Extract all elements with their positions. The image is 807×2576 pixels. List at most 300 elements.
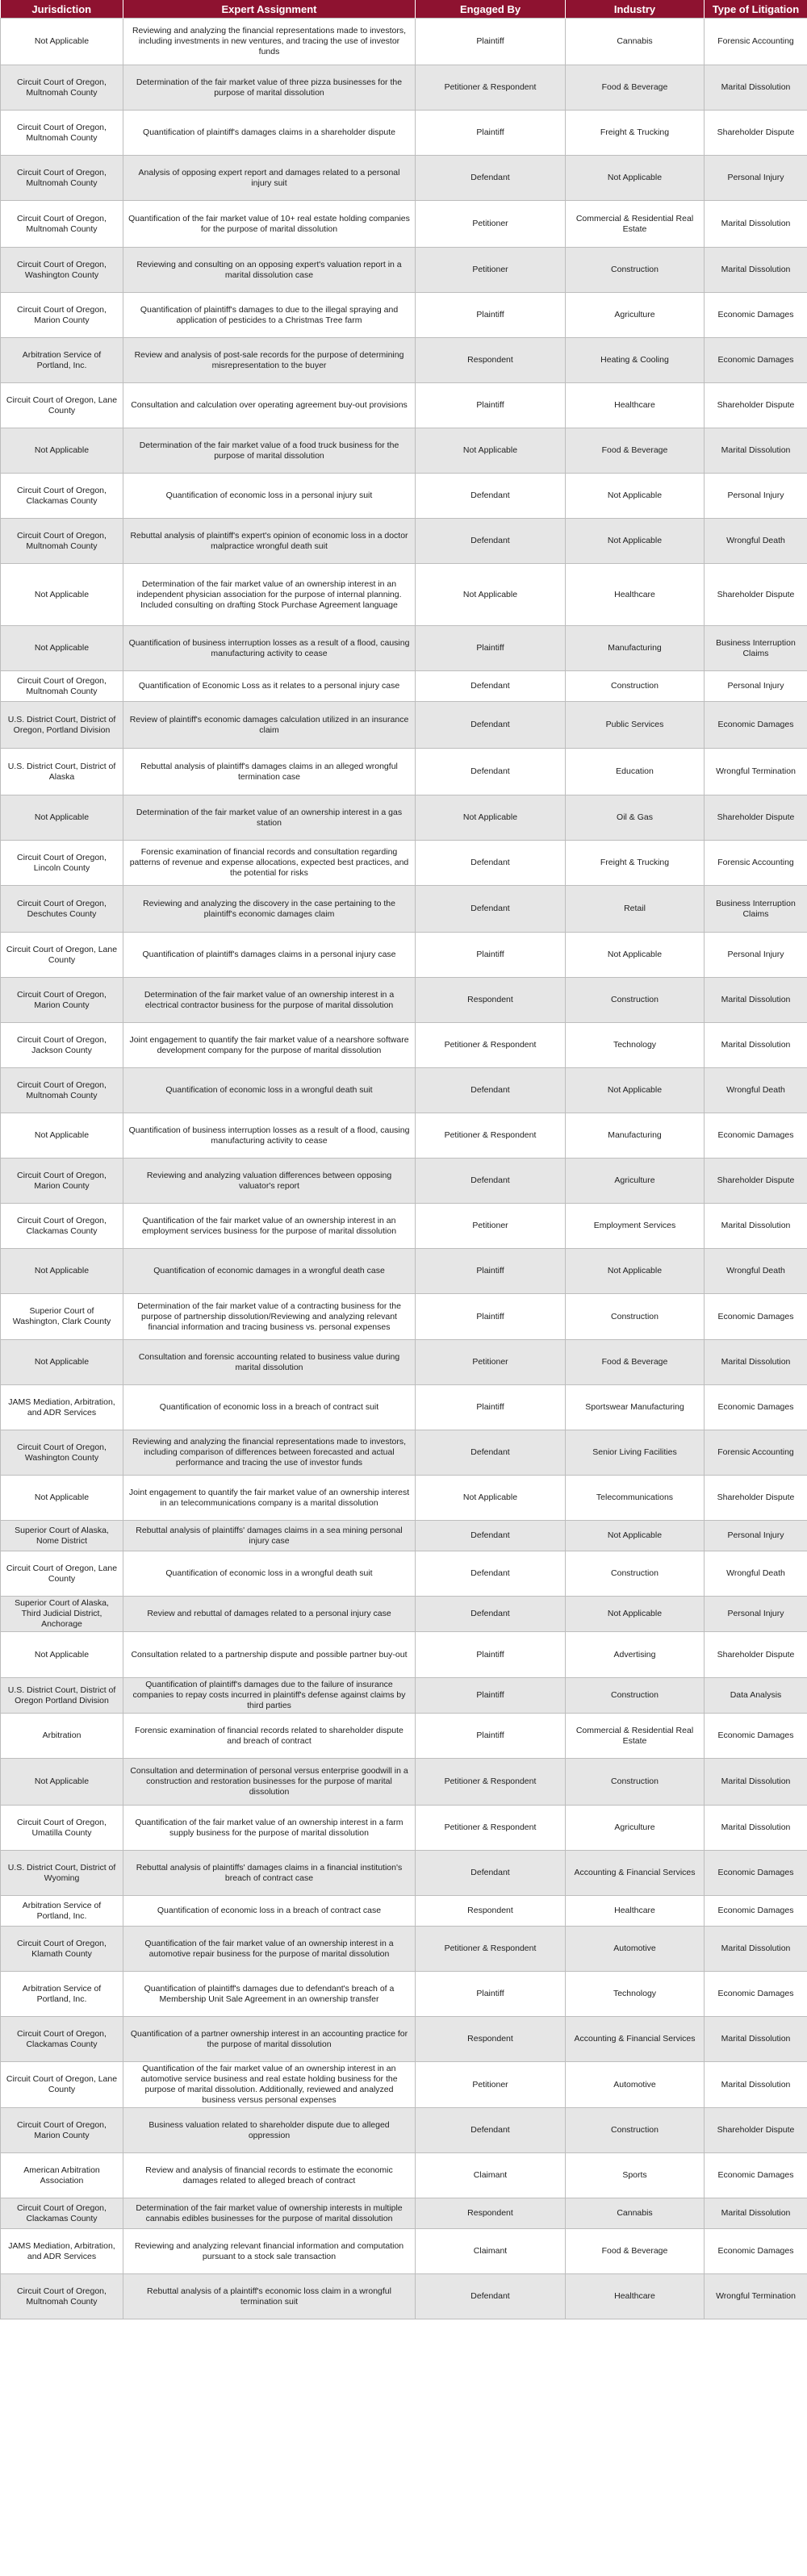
table-row [1,111,807,156]
cell-jurisdiction: Not Applicable [1,1249,123,1294]
cell-engaged-by: Defendant [416,841,566,886]
cell-engaged-by: Plaintiff [416,19,566,65]
cell-jurisdiction: Superior Court of Alaska, Nome District [1,1521,123,1551]
table-row [1,1159,807,1204]
cell-jurisdiction: Circuit Court of Oregon, Marion County [1,293,123,338]
cell-expert-assignment: Determination of the fair market value of a contracting business for the purpose of partnership dissolution/Reviewing and analyzing relevant financial information and tracing business vs. personal expenses [123,1294,416,1340]
cell-type-of-litigation: Data Analysis [705,1678,807,1714]
cell-jurisdiction: Circuit Court of Oregon, Clackamas County [1,2198,123,2229]
cell-engaged-by: Petitioner & Respondent [416,1023,566,1068]
cell-type-of-litigation: Personal Injury [705,933,807,978]
cell-type-of-litigation: Marital Dissolution [705,2017,807,2062]
cell-type-of-litigation: Shareholder Dispute [705,1476,807,1521]
cell-engaged-by: Not Applicable [416,1476,566,1521]
cell-engaged-by: Defendant [416,1597,566,1632]
cell-engaged-by: Respondent [416,2017,566,2062]
cell-type-of-litigation: Economic Damages [705,1294,807,1340]
cell-jurisdiction: Superior Court of Alaska, Third Judicial District, Anchorage [1,1597,123,1632]
cell-jurisdiction: Arbitration [1,1714,123,1759]
cell-expert-assignment: Review and analysis of financial records to estimate the economic damages related to alleged breach of contract [123,2153,416,2198]
cell-type-of-litigation: Marital Dissolution [705,428,807,474]
table-row [1,19,807,65]
cell-expert-assignment: Reviewing and analyzing valuation differences between opposing valuator's report [123,1159,416,1204]
table-row [1,1851,807,1896]
cell-industry: Construction [566,2108,705,2153]
cell-type-of-litigation: Shareholder Dispute [705,795,807,841]
cell-industry: Construction [566,1551,705,1597]
cell-jurisdiction: Not Applicable [1,1340,123,1385]
table-row [1,65,807,111]
cell-industry: Food & Beverage [566,1340,705,1385]
cell-jurisdiction: Not Applicable [1,626,123,671]
table-row [1,1113,807,1159]
cell-industry: Not Applicable [566,1521,705,1551]
cell-jurisdiction: Not Applicable [1,428,123,474]
cell-expert-assignment: Quantification of business interruption losses as a result of a flood, causing manufacturing activity to cease [123,1113,416,1159]
table-row [1,978,807,1023]
cell-jurisdiction: JAMS Mediation, Arbitration, and ADR Services [1,1385,123,1430]
table-body [1,19,807,2319]
cell-engaged-by: Petitioner [416,1340,566,1385]
cell-expert-assignment: Forensic examination of financial records and consultation regarding patterns of revenue and expense allocations, expected best practices, and the potential for risks [123,841,416,886]
cell-jurisdiction: JAMS Mediation, Arbitration, and ADR Services [1,2229,123,2274]
cell-type-of-litigation: Business Interruption Claims [705,886,807,933]
cell-engaged-by: Defendant [416,2274,566,2319]
table-row [1,1678,807,1714]
table-row [1,933,807,978]
cell-expert-assignment: Consultation and determination of personal versus enterprise goodwill in a construction and restoration businesses for the purpose of marital dissolution [123,1759,416,1806]
table-row [1,1204,807,1249]
cell-engaged-by: Defendant [416,1521,566,1551]
cell-engaged-by: Not Applicable [416,428,566,474]
cell-jurisdiction: Circuit Court of Oregon, Multnomah County [1,156,123,201]
table-row [1,201,807,248]
table-row [1,2153,807,2198]
cell-industry: Not Applicable [566,519,705,564]
cell-type-of-litigation: Economic Damages [705,1972,807,2017]
cell-industry: Automotive [566,2062,705,2108]
cell-jurisdiction: Circuit Court of Oregon, Lincoln County [1,841,123,886]
cell-industry: Freight & Trucking [566,841,705,886]
cell-expert-assignment: Forensic examination of financial records related to shareholder dispute and breach of contract [123,1714,416,1759]
cell-industry: Agriculture [566,1806,705,1851]
cell-type-of-litigation: Marital Dissolution [705,1023,807,1068]
cell-expert-assignment: Reviewing and consulting on an opposing expert's valuation report in a marital dissolution case [123,248,416,293]
cell-industry: Not Applicable [566,1249,705,1294]
cell-type-of-litigation: Personal Injury [705,1597,807,1632]
header-engaged-by: Engaged By [416,0,566,19]
cell-type-of-litigation: Personal Injury [705,671,807,702]
cell-expert-assignment: Reviewing and analyzing the financial representations made to investors, including comparison of differences between forecasted and actual performance and tracing the use of investor funds [123,1430,416,1476]
cell-engaged-by: Defendant [416,749,566,795]
cell-engaged-by: Defendant [416,1551,566,1597]
cell-jurisdiction: Circuit Court of Oregon, Jackson County [1,1023,123,1068]
cell-industry: Advertising [566,1632,705,1678]
cell-industry: Construction [566,1294,705,1340]
cell-engaged-by: Plaintiff [416,1294,566,1340]
cell-industry: Not Applicable [566,933,705,978]
cell-type-of-litigation: Marital Dissolution [705,978,807,1023]
cell-type-of-litigation: Business Interruption Claims [705,626,807,671]
cell-engaged-by: Defendant [416,519,566,564]
cell-engaged-by: Plaintiff [416,1678,566,1714]
table-row [1,1927,807,1972]
cell-jurisdiction: Circuit Court of Oregon, Multnomah County [1,201,123,248]
cell-jurisdiction: Circuit Court of Oregon, Umatilla County [1,1806,123,1851]
cell-expert-assignment: Determination of the fair market value of an ownership interest in an independent physician association for the purpose of internal planning. Included consulting on drafting Stock Purchase Agreement language [123,564,416,626]
cell-type-of-litigation: Wrongful Death [705,519,807,564]
cell-engaged-by: Petitioner & Respondent [416,1113,566,1159]
cell-expert-assignment: Quantification of the fair market value of an ownership interest in an employment services business for the purpose of marital dissolution [123,1204,416,1249]
cell-industry: Technology [566,1023,705,1068]
cell-jurisdiction: Not Applicable [1,19,123,65]
cell-type-of-litigation: Economic Damages [705,1714,807,1759]
cell-industry: Not Applicable [566,1597,705,1632]
cell-engaged-by: Petitioner [416,1204,566,1249]
cell-type-of-litigation: Wrongful Death [705,1249,807,1294]
cell-jurisdiction: Not Applicable [1,564,123,626]
cell-type-of-litigation: Marital Dissolution [705,1340,807,1385]
cell-engaged-by: Claimant [416,2229,566,2274]
cell-jurisdiction: Arbitration Service of Portland, Inc. [1,1972,123,2017]
cell-engaged-by: Plaintiff [416,383,566,428]
cell-expert-assignment: Reviewing and analyzing the discovery in the case pertaining to the plaintiff's economic damages claim [123,886,416,933]
cell-expert-assignment: Rebuttal analysis of plaintiff's damages claims in an alleged wrongful termination case [123,749,416,795]
cell-expert-assignment: Determination of the fair market value of a food truck business for the purpose of marital dissolution [123,428,416,474]
cell-engaged-by: Petitioner & Respondent [416,65,566,111]
cell-jurisdiction: Circuit Court of Oregon, Clackamas County [1,474,123,519]
cell-industry: Public Services [566,702,705,749]
table-row [1,795,807,841]
cell-type-of-litigation: Economic Damages [705,1385,807,1430]
cell-jurisdiction: U.S. District Court, District of Alaska [1,749,123,795]
cell-type-of-litigation: Forensic Accounting [705,841,807,886]
header-jurisdiction: Jurisdiction [1,0,123,19]
cell-type-of-litigation: Economic Damages [705,1113,807,1159]
cell-industry: Not Applicable [566,1068,705,1113]
cell-jurisdiction: Circuit Court of Oregon, Clackamas County [1,1204,123,1249]
cell-jurisdiction: Not Applicable [1,1113,123,1159]
cell-industry: Commercial & Residential Real Estate [566,1714,705,1759]
cell-jurisdiction: Circuit Court of Oregon, Clackamas County [1,2017,123,2062]
cell-jurisdiction: Arbitration Service of Portland, Inc. [1,338,123,383]
cell-engaged-by: Plaintiff [416,1632,566,1678]
table-row [1,383,807,428]
cell-expert-assignment: Review and analysis of post-sale records for the purpose of determining misrepresentation to the buyer [123,338,416,383]
cell-industry: Construction [566,671,705,702]
table-row [1,1714,807,1759]
table-row [1,2108,807,2153]
table-row [1,1597,807,1632]
cell-engaged-by: Petitioner & Respondent [416,1806,566,1851]
cell-jurisdiction: U.S. District Court, District of Oregon, Portland Division [1,702,123,749]
table-row [1,1294,807,1340]
table-header [1,0,807,19]
cell-industry: Healthcare [566,564,705,626]
table-row [1,1806,807,1851]
cell-expert-assignment: Rebuttal analysis of a plaintiff's economic loss claim in a wrongful termination suit [123,2274,416,2319]
cell-industry: Commercial & Residential Real Estate [566,201,705,248]
cell-expert-assignment: Quantification of economic damages in a wrongful death case [123,1249,416,1294]
cell-expert-assignment: Quantification of plaintiff's damages to due to the illegal spraying and application of pesticides to a Christmas Tree farm [123,293,416,338]
cell-expert-assignment: Joint engagement to quantify the fair market value of a nearshore software development company for the purpose of marital dissolution [123,1023,416,1068]
cell-type-of-litigation: Personal Injury [705,156,807,201]
cell-expert-assignment: Business valuation related to shareholder dispute due to alleged oppression [123,2108,416,2153]
cell-industry: Sports [566,2153,705,2198]
cell-expert-assignment: Rebuttal analysis of plaintiffs' damages claims in a financial institution's breach of contract case [123,1851,416,1896]
cell-type-of-litigation: Shareholder Dispute [705,564,807,626]
cell-industry: Sportswear Manufacturing [566,1385,705,1430]
cell-expert-assignment: Quantification of plaintiff's damages claims in a shareholder dispute [123,111,416,156]
cell-jurisdiction: Circuit Court of Oregon, Marion County [1,2108,123,2153]
cell-type-of-litigation: Economic Damages [705,293,807,338]
cell-jurisdiction: Circuit Court of Oregon, Washington County [1,248,123,293]
cell-expert-assignment: Consultation and forensic accounting related to business value during marital dissolution [123,1340,416,1385]
cell-type-of-litigation: Economic Damages [705,1896,807,1927]
cell-type-of-litigation: Economic Damages [705,1851,807,1896]
header-industry: Industry [566,0,705,19]
cell-engaged-by: Defendant [416,474,566,519]
cell-expert-assignment: Quantification of economic loss in a wrongful death suit [123,1551,416,1597]
table-row [1,519,807,564]
cell-engaged-by: Plaintiff [416,1972,566,2017]
cell-engaged-by: Petitioner [416,248,566,293]
table-row [1,1551,807,1597]
cell-industry: Technology [566,1972,705,2017]
cell-jurisdiction: Not Applicable [1,1476,123,1521]
cell-engaged-by: Defendant [416,702,566,749]
cell-industry: Cannabis [566,19,705,65]
header-type-of-litigation: Type of Litigation [705,0,807,19]
table-row [1,702,807,749]
table-row [1,671,807,702]
cell-engaged-by: Petitioner & Respondent [416,1927,566,1972]
cell-expert-assignment: Joint engagement to quantify the fair market value of an ownership interest in an telecommunications company is a marital dissolution [123,1476,416,1521]
cell-industry: Food & Beverage [566,428,705,474]
cell-engaged-by: Plaintiff [416,933,566,978]
cell-expert-assignment: Quantification of economic loss in a breach of contract suit [123,1385,416,1430]
cell-engaged-by: Respondent [416,978,566,1023]
cell-engaged-by: Petitioner & Respondent [416,1759,566,1806]
cell-engaged-by: Respondent [416,1896,566,1927]
cell-expert-assignment: Quantification of economic loss in a breach of contract case [123,1896,416,1927]
cell-expert-assignment: Reviewing and analyzing relevant financial information and computation pursuant to a stock sale transaction [123,2229,416,2274]
cell-expert-assignment: Determination of the fair market value of an ownership interest in a gas station [123,795,416,841]
cell-type-of-litigation: Shareholder Dispute [705,383,807,428]
table-row [1,564,807,626]
cell-engaged-by: Plaintiff [416,111,566,156]
cell-type-of-litigation: Shareholder Dispute [705,2108,807,2153]
cell-engaged-by: Defendant [416,1430,566,1476]
cell-engaged-by: Defendant [416,886,566,933]
cell-type-of-litigation: Marital Dissolution [705,2198,807,2229]
cell-type-of-litigation: Marital Dissolution [705,2062,807,2108]
table-row [1,474,807,519]
cell-expert-assignment: Rebuttal analysis of plaintiff's expert's opinion of economic loss in a doctor malpractice wrongful death suit [123,519,416,564]
cell-industry: Food & Beverage [566,2229,705,2274]
cell-engaged-by: Plaintiff [416,1385,566,1430]
cell-industry: Accounting & Financial Services [566,2017,705,2062]
cell-engaged-by: Petitioner [416,2062,566,2108]
cell-type-of-litigation: Marital Dissolution [705,65,807,111]
cell-industry: Education [566,749,705,795]
cell-jurisdiction: Circuit Court of Oregon, Lane County [1,383,123,428]
cell-expert-assignment: Quantification of the fair market value of an ownership interest in a farm supply business for the purpose of marital dissolution [123,1806,416,1851]
cell-expert-assignment: Quantification of the fair market value of an ownership interest in a automotive repair business for the purpose of marital dissolution [123,1927,416,1972]
cell-industry: Accounting & Financial Services [566,1851,705,1896]
cell-engaged-by: Defendant [416,671,566,702]
cell-type-of-litigation: Economic Damages [705,2229,807,2274]
cell-type-of-litigation: Forensic Accounting [705,1430,807,1476]
cell-jurisdiction: U.S. District Court, District of Wyoming [1,1851,123,1896]
cell-engaged-by: Respondent [416,2198,566,2229]
cell-expert-assignment: Quantification of plaintiff's damages due to the failure of insurance companies to repay costs incurred in plaintiff's defense against claims by third parties [123,1678,416,1714]
cell-jurisdiction: Circuit Court of Oregon, Deschutes County [1,886,123,933]
cell-type-of-litigation: Marital Dissolution [705,1806,807,1851]
cell-expert-assignment: Review and rebuttal of damages related to a personal injury case [123,1597,416,1632]
cell-expert-assignment: Quantification of the fair market value of 10+ real estate holding companies for the purpose of marital dissolution [123,201,416,248]
cell-type-of-litigation: Shareholder Dispute [705,1159,807,1204]
cell-jurisdiction: Not Applicable [1,1632,123,1678]
cell-jurisdiction: Circuit Court of Oregon, Multnomah County [1,671,123,702]
cell-jurisdiction: Circuit Court of Oregon, Washington County [1,1430,123,1476]
table-row [1,2274,807,2319]
cell-engaged-by: Plaintiff [416,1714,566,1759]
cell-expert-assignment: Determination of the fair market value of an ownership interest in a electrical contractor business for the purpose of marital dissolution [123,978,416,1023]
cell-jurisdiction: Not Applicable [1,795,123,841]
table-row [1,1476,807,1521]
cell-jurisdiction: Circuit Court of Oregon, Lane County [1,933,123,978]
cell-industry: Freight & Trucking [566,111,705,156]
cell-industry: Oil & Gas [566,795,705,841]
cell-engaged-by: Plaintiff [416,626,566,671]
cell-industry: Automotive [566,1927,705,1972]
cell-type-of-litigation: Marital Dissolution [705,248,807,293]
cell-expert-assignment: Consultation and calculation over operating agreement buy-out provisions [123,383,416,428]
table-row [1,248,807,293]
header-row [1,0,807,19]
cell-jurisdiction: Superior Court of Washington, Clark County [1,1294,123,1340]
cell-industry: Employment Services [566,1204,705,1249]
cell-jurisdiction: Circuit Court of Oregon, Multnomah County [1,1068,123,1113]
cell-industry: Manufacturing [566,626,705,671]
cell-expert-assignment: Quantification of the fair market value of an ownership interest in an automotive service business and real estate holding business for the purpose of marital dissolution. Additionally, reviewed and analyzed business versus personal expenses [123,2062,416,2108]
cell-engaged-by: Defendant [416,1159,566,1204]
cell-expert-assignment: Quantification of Economic Loss as it relates to a personal injury case [123,671,416,702]
cell-engaged-by: Not Applicable [416,795,566,841]
table-row [1,2062,807,2108]
cell-expert-assignment: Rebuttal analysis of plaintiffs' damages claims in a sea mining personal injury case [123,1521,416,1551]
cell-jurisdiction: Arbitration Service of Portland, Inc. [1,1896,123,1927]
cell-type-of-litigation: Personal Injury [705,474,807,519]
cell-engaged-by: Respondent [416,338,566,383]
table-row [1,749,807,795]
cell-engaged-by: Defendant [416,1851,566,1896]
table-row [1,2229,807,2274]
cell-expert-assignment: Quantification of economic loss in a wrongful death suit [123,1068,416,1113]
table-row [1,2017,807,2062]
cell-expert-assignment: Analysis of opposing expert report and damages related to a personal injury suit [123,156,416,201]
cell-expert-assignment: Determination of the fair market value of three pizza businesses for the purpose of marital dissolution [123,65,416,111]
header-expert-assignment: Expert Assignment [123,0,416,19]
table-row [1,1385,807,1430]
cell-jurisdiction: Circuit Court of Oregon, Multnomah County [1,65,123,111]
cell-type-of-litigation: Marital Dissolution [705,201,807,248]
cell-jurisdiction: Circuit Court of Oregon, Multnomah County [1,111,123,156]
cell-type-of-litigation: Marital Dissolution [705,1204,807,1249]
cell-expert-assignment: Quantification of plaintiff's damages claims in a personal injury case [123,933,416,978]
cell-jurisdiction: American Arbitration Association [1,2153,123,2198]
table-row [1,886,807,933]
cell-type-of-litigation: Marital Dissolution [705,1927,807,1972]
cell-type-of-litigation: Wrongful Termination [705,2274,807,2319]
table-row [1,338,807,383]
cell-expert-assignment: Quantification of a partner ownership interest in an accounting practice for the purpose of marital dissolution [123,2017,416,2062]
cell-type-of-litigation: Shareholder Dispute [705,111,807,156]
cell-type-of-litigation: Economic Damages [705,338,807,383]
cell-engaged-by: Defendant [416,156,566,201]
cell-engaged-by: Plaintiff [416,293,566,338]
table-row [1,1023,807,1068]
table-row [1,2198,807,2229]
cell-engaged-by: Not Applicable [416,564,566,626]
table-row [1,626,807,671]
cell-industry: Agriculture [566,293,705,338]
cell-industry: Construction [566,1759,705,1806]
table-row [1,1632,807,1678]
cell-jurisdiction: Circuit Court of Oregon, Marion County [1,978,123,1023]
cell-jurisdiction: Circuit Court of Oregon, Multnomah County [1,2274,123,2319]
table-row [1,1972,807,2017]
cell-type-of-litigation: Wrongful Termination [705,749,807,795]
cell-industry: Healthcare [566,383,705,428]
cell-industry: Heating & Cooling [566,338,705,383]
cell-engaged-by: Defendant [416,2108,566,2153]
table-row [1,1896,807,1927]
cell-expert-assignment: Quantification of economic loss in a personal injury suit [123,474,416,519]
cell-engaged-by: Claimant [416,2153,566,2198]
cell-industry: Telecommunications [566,1476,705,1521]
cell-type-of-litigation: Wrongful Death [705,1551,807,1597]
cell-type-of-litigation: Economic Damages [705,702,807,749]
cell-expert-assignment: Quantification of business interruption losses as a result of a flood, causing manufacturing activity to cease [123,626,416,671]
table-row [1,1521,807,1551]
cell-industry: Retail [566,886,705,933]
table-row [1,1068,807,1113]
cell-engaged-by: Petitioner [416,201,566,248]
cell-jurisdiction: Circuit Court of Oregon, Lane County [1,2062,123,2108]
table-row [1,1340,807,1385]
cell-engaged-by: Plaintiff [416,1249,566,1294]
table-row [1,1759,807,1806]
cell-industry: Healthcare [566,2274,705,2319]
cell-industry: Food & Beverage [566,65,705,111]
cell-industry: Construction [566,1678,705,1714]
cell-industry: Agriculture [566,1159,705,1204]
cell-type-of-litigation: Marital Dissolution [705,1759,807,1806]
cell-expert-assignment: Determination of the fair market value of ownership interests in multiple cannabis edibles businesses for the purpose of marital dissolution [123,2198,416,2229]
cell-jurisdiction: Circuit Court of Oregon, Marion County [1,1159,123,1204]
cell-type-of-litigation: Forensic Accounting [705,19,807,65]
cell-jurisdiction: Not Applicable [1,1759,123,1806]
cell-type-of-litigation: Wrongful Death [705,1068,807,1113]
table-row [1,293,807,338]
table-row [1,1249,807,1294]
cell-expert-assignment: Review of plaintiff's economic damages calculation utilized in an insurance claim [123,702,416,749]
cell-industry: Senior Living Facilities [566,1430,705,1476]
cell-industry: Construction [566,978,705,1023]
cell-engaged-by: Defendant [416,1068,566,1113]
